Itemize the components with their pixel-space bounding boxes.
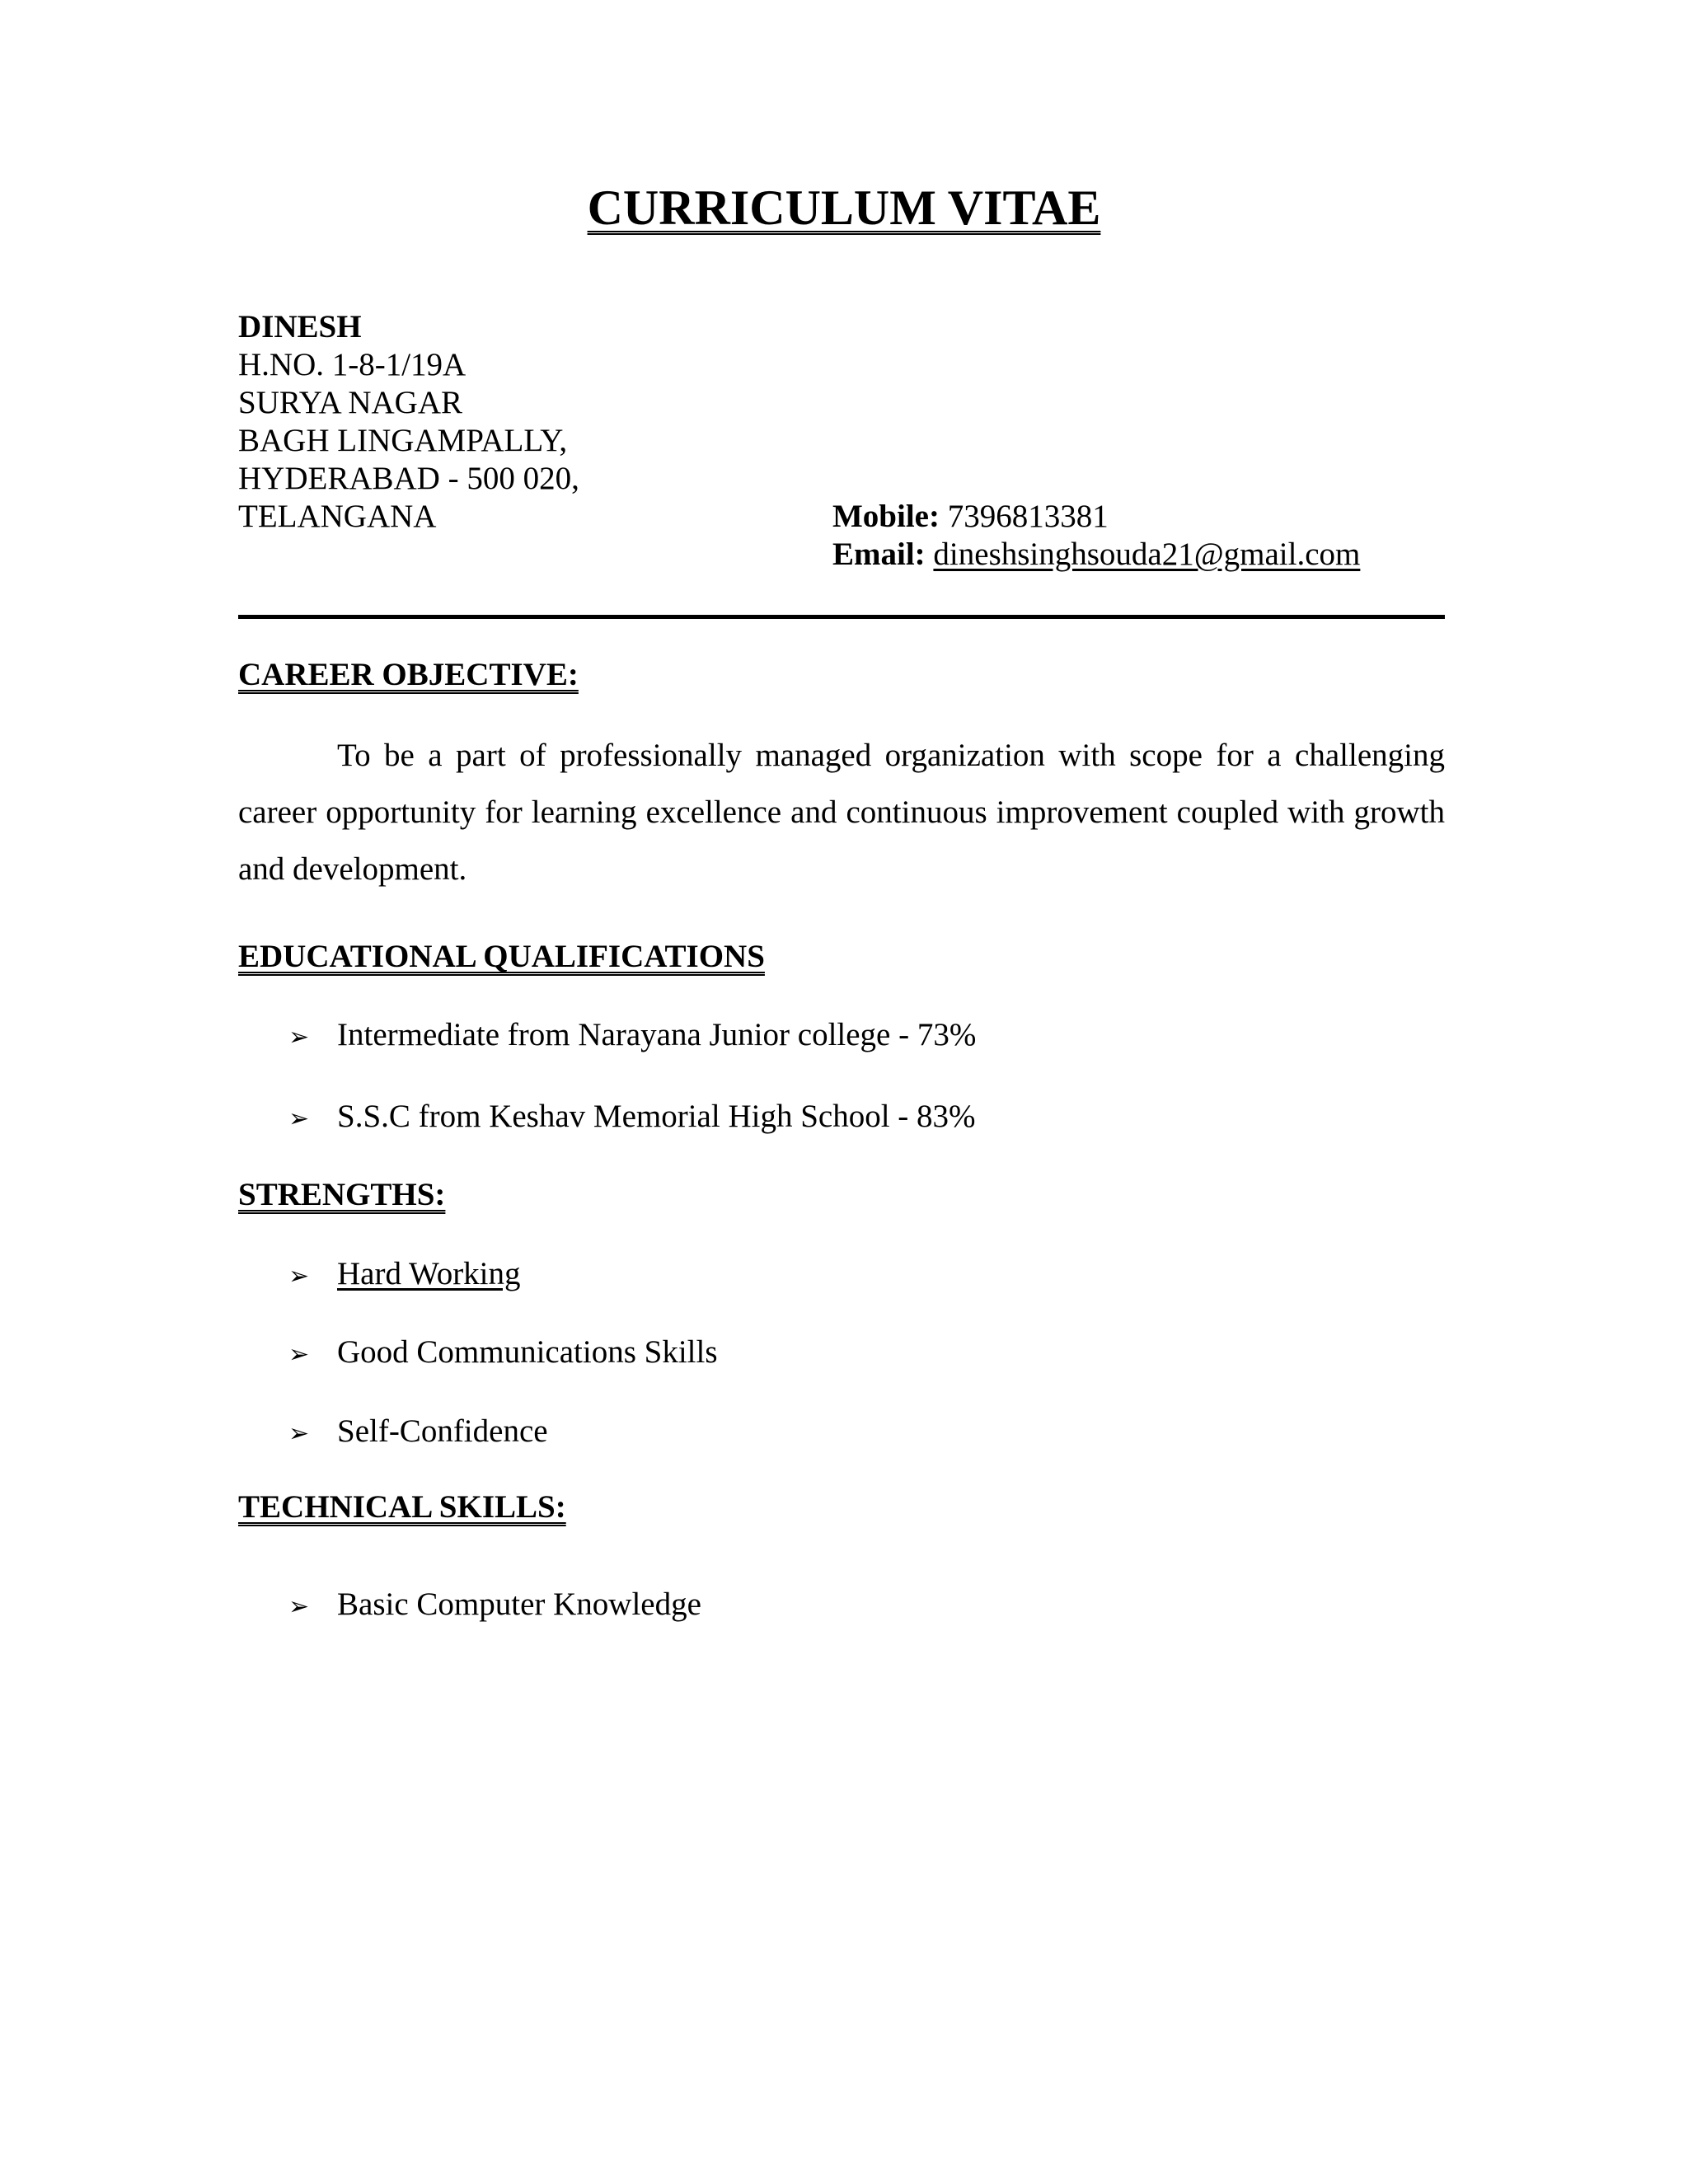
strengths-heading — [238, 1176, 445, 1214]
list-item — [288, 1413, 548, 1453]
arrow-bullet-icon: ➢ — [288, 1340, 310, 1369]
list-item — [288, 1586, 701, 1626]
address-line: HYDERABAD - 500 020, — [238, 461, 579, 496]
arrow-bullet-icon: ➢ — [288, 1023, 310, 1052]
email-link[interactable]: dineshsinghsouda21@gmail.com — [933, 537, 1361, 572]
list-item — [288, 1098, 976, 1138]
email-line — [832, 536, 1360, 574]
list-item-text: Intermediate from Narayana Junior college - 73% — [337, 1017, 977, 1052]
arrow-bullet-icon: ➢ — [288, 1104, 310, 1133]
technical-skills-heading — [238, 1488, 566, 1526]
education-heading-text: EDUCATIONAL QUALIFICATIONS — [238, 939, 765, 974]
technical-skills-heading-text: TECHNICAL SKILLS: — [238, 1489, 566, 1525]
list-item — [288, 1016, 976, 1057]
document-title — [0, 175, 1688, 241]
education-heading — [238, 938, 765, 976]
arrow-bullet-icon: ➢ — [288, 1419, 310, 1448]
list-item — [288, 1333, 718, 1374]
address-line: TELANGANA — [238, 499, 437, 534]
person-name: DINESH — [238, 309, 362, 344]
mobile-number: 7396813381 — [947, 499, 1109, 534]
document-title-text: CURRICULUM VITAE — [587, 180, 1101, 235]
address-line: BAGH LINGAMPALLY, — [238, 423, 568, 458]
address-block — [238, 308, 579, 536]
mobile-label: Mobile: — [832, 499, 940, 534]
address-line: H.NO. 1-8-1/19A — [238, 347, 467, 382]
career-objective-heading — [238, 656, 579, 694]
header-divider — [238, 615, 1445, 619]
career-objective-heading-text: CAREER OBJECTIVE: — [238, 657, 579, 692]
arrow-bullet-icon: ➢ — [288, 1262, 310, 1291]
list-item-text: Good Communications Skills — [337, 1334, 718, 1370]
arrow-bullet-icon: ➢ — [288, 1592, 310, 1621]
address-line: SURYA NAGAR — [238, 385, 462, 420]
career-objective-text: To be a part of professionally managed organization with scope for a challenging career opportunity for learning excellence and continuous improvement coupled with growth and development. — [238, 738, 1445, 887]
list-item-text: Hard Working — [337, 1256, 521, 1291]
list-item-text: S.S.C from Keshav Memorial High School - 83% — [337, 1099, 976, 1134]
list-item-text: Basic Computer Knowledge — [337, 1586, 701, 1622]
list-item — [288, 1255, 521, 1296]
mobile-line — [832, 498, 1360, 536]
list-item-text: Self-Confidence — [337, 1413, 548, 1449]
contact-block — [832, 498, 1360, 574]
strengths-heading-text: STRENGTHS: — [238, 1177, 446, 1212]
email-label: Email: — [832, 537, 926, 572]
